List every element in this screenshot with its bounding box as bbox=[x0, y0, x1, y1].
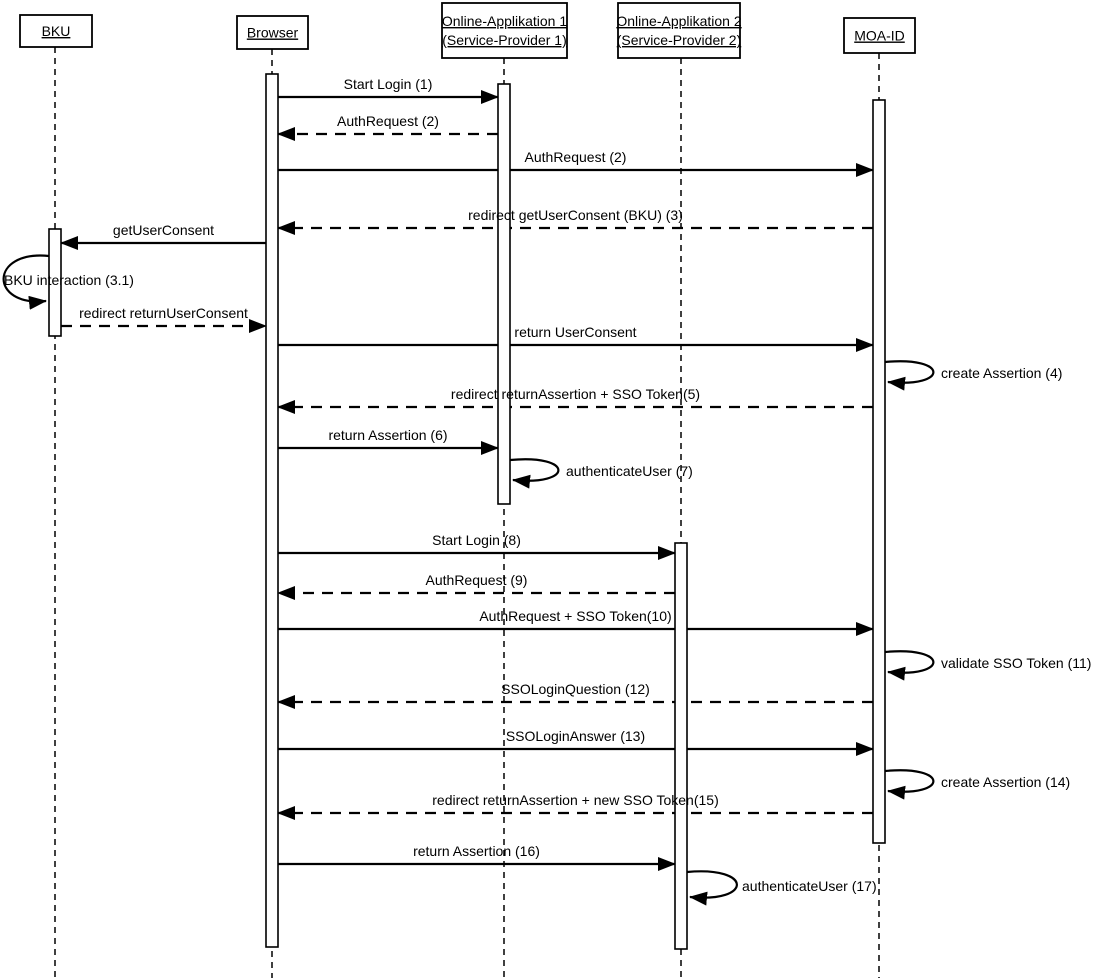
self-loop-label: create Assertion (14) bbox=[941, 774, 1071, 790]
activation-bar-browser bbox=[266, 74, 278, 947]
self-loop-label: create Assertion (4) bbox=[941, 365, 1063, 381]
activation-bar-online-applikation-1 bbox=[498, 84, 510, 504]
message-label: getUserConsent bbox=[112, 222, 215, 238]
message-label: Start Login (8) bbox=[432, 532, 521, 548]
activation-bar-online-applikation-2 bbox=[675, 543, 687, 949]
message-label: SSOLoginQuestion (12) bbox=[501, 681, 650, 697]
message-label: Start Login (1) bbox=[343, 76, 433, 92]
actor-label-online-applikation-2: Online-Applikation 2 bbox=[616, 13, 742, 29]
self-loop-label: authenticateUser (7) bbox=[566, 463, 693, 479]
self-loop-label: authenticateUser (17) bbox=[742, 878, 877, 894]
actor-box-online-applikation-2 bbox=[618, 3, 740, 58]
actor-label-online-applikation-1: Online-Applikation 1 bbox=[441, 13, 568, 29]
message-label: redirect returnUserConsent bbox=[79, 305, 248, 321]
message-label: AuthRequest (2) bbox=[337, 113, 439, 129]
activations-layer bbox=[49, 74, 885, 949]
message-label: SSOLoginAnswer (13) bbox=[505, 728, 646, 744]
message-label: redirect returnAssertion + new SSO Token(15) bbox=[432, 792, 719, 808]
self-loop-label: BKU interaction (3.1) bbox=[4, 272, 134, 288]
message-label: AuthRequest (9) bbox=[425, 572, 528, 588]
self-loop-moa-id bbox=[885, 651, 933, 673]
message-label: AuthRequest (2) bbox=[524, 149, 627, 165]
message-label: redirect getUserConsent (BKU) (3) bbox=[468, 207, 683, 223]
self-loop-online-applikation-2 bbox=[687, 871, 737, 897]
message-label: return Assertion (16) bbox=[413, 843, 540, 859]
actor-label-browser: Browser bbox=[246, 24, 299, 41]
actor-box-online-applikation-1 bbox=[442, 3, 567, 58]
messages-layer bbox=[61, 97, 873, 864]
actor-label-online-applikation-2: (Service-Provider 2) bbox=[616, 32, 742, 48]
self-loop-online-applikation-1 bbox=[510, 459, 558, 481]
activation-bar-moa-id bbox=[873, 100, 885, 843]
message-label: redirect returnAssertion + SSO Token(5) bbox=[450, 386, 701, 402]
actor-label-bku: BKU bbox=[41, 23, 71, 39]
self-loop-moa-id bbox=[885, 361, 933, 383]
self-loop-label: validate SSO Token (11) bbox=[941, 655, 1092, 671]
labels-layer bbox=[4, 13, 1091, 894]
self-loop-moa-id bbox=[885, 770, 933, 792]
actor-label-moa-id: MOA-ID bbox=[854, 27, 905, 44]
lifelines-layer bbox=[55, 47, 879, 978]
actor-boxes-layer bbox=[20, 3, 915, 58]
message-label: return Assertion (6) bbox=[328, 427, 448, 443]
message-label: return UserConsent bbox=[514, 324, 637, 340]
actor-label-online-applikation-1: (Service-Provider 1) bbox=[442, 32, 567, 48]
message-label: AuthRequest + SSO Token(10) bbox=[479, 608, 672, 624]
